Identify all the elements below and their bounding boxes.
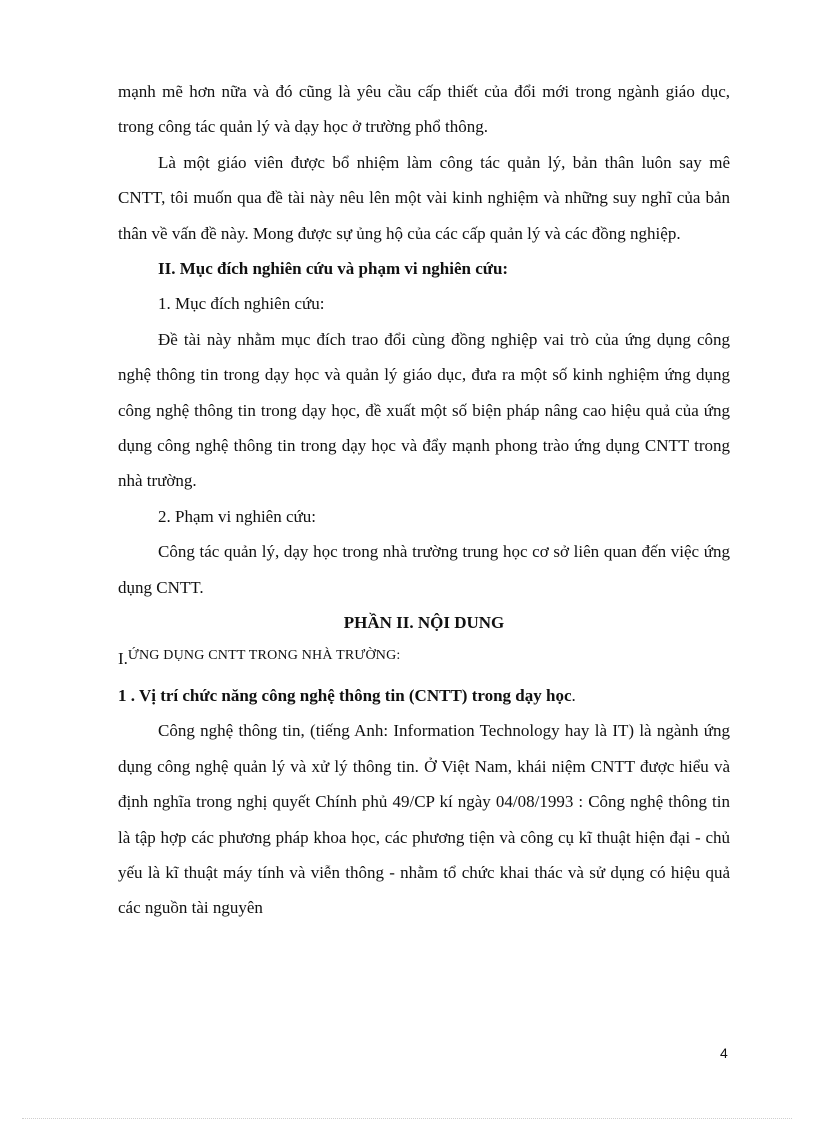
paragraph-continuation: mạnh mẽ hơn nữa và đó cũng là yêu cầu cấp thiết của đổi mới trong ngành giáo dục, trong công tác quản lý và dạy học ở trường phổ thông. xyxy=(118,82,730,137)
subsection-heading-text: 1 . Vị trí chức năng công nghệ thông tin (CNTT) trong dạy học xyxy=(118,685,572,705)
page-body xyxy=(118,74,730,926)
subheading-scope: 2. Phạm vi nghiên cứu: xyxy=(158,506,316,526)
part-title: PHẦN II. NỘI DUNG xyxy=(343,613,505,633)
subsection-heading-period: . xyxy=(571,685,576,705)
subsection-heading-it-role xyxy=(118,678,730,713)
subheading-purpose: 1. Mục đích nghiên cứu: xyxy=(158,294,325,314)
footer-divider xyxy=(22,1118,792,1119)
paragraph-author-intro: Là một giáo viên được bổ nhiệm làm công tác quản lý, bản thân luôn say mê CNTT, tôi muốn qua đề tài này nêu lên một vài kinh nghiệm và những suy nghĩ của bản thân về vấn đề này. Mong được sự ủng hộ của các cấp quản lý và các đồng nghiệp. xyxy=(118,152,730,243)
paragraph-purpose: Đề tài này nhằm mục đích trao đổi cùng đồng nghiệp vai trò của ứng dụng công nghệ thông tin trong dạy học và quản lý giáo dục, đưa ra một số kinh nghiệm ứng dụng công nghệ thông tin trong dạy học, đề xuất một số biện pháp nâng cao hiệu quả của ứng dụng công nghệ thông tin trong dạy học và đẩy mạnh phong trào ứng dụng CNTT trong nhà trường. xyxy=(118,329,730,491)
section-heading-it-application xyxy=(118,641,730,678)
section-heading-purpose-scope: II. Mục đích nghiên cứu và phạm vi nghiên cứu: xyxy=(158,259,509,279)
paragraph-scope: Công tác quản lý, dạy học trong nhà trường trung học cơ sở liên quan đến việc ứng dụng CNTT. xyxy=(118,542,730,597)
section-title: ỨNG DỤNG CNTT TRONG NHÀ TRƯỜNG: xyxy=(127,647,401,663)
section-numeral: I. xyxy=(118,648,128,668)
paragraph-it-definition: Công nghệ thông tin, (tiếng Anh: Information Technology hay là IT) là ngành ứng dụng công nghệ quản lý và xử lý thông tin. Ở Việt Nam, khái niệm CNTT được hiểu và định nghĩa trong nghị quyết Chính phủ 49/CP kí ngày 04/08/1993 : Công nghệ thông tin là tập hợp các phương pháp khoa học, các phương tiện và công cụ kĩ thuật hiện đại - chủ yếu là kĩ thuật máy tính và viễn thông - nhằm tổ chức khai thác và sử dụng có hiệu quả các nguồn tài nguyên xyxy=(118,721,730,918)
page-number: 4 xyxy=(720,1045,728,1061)
